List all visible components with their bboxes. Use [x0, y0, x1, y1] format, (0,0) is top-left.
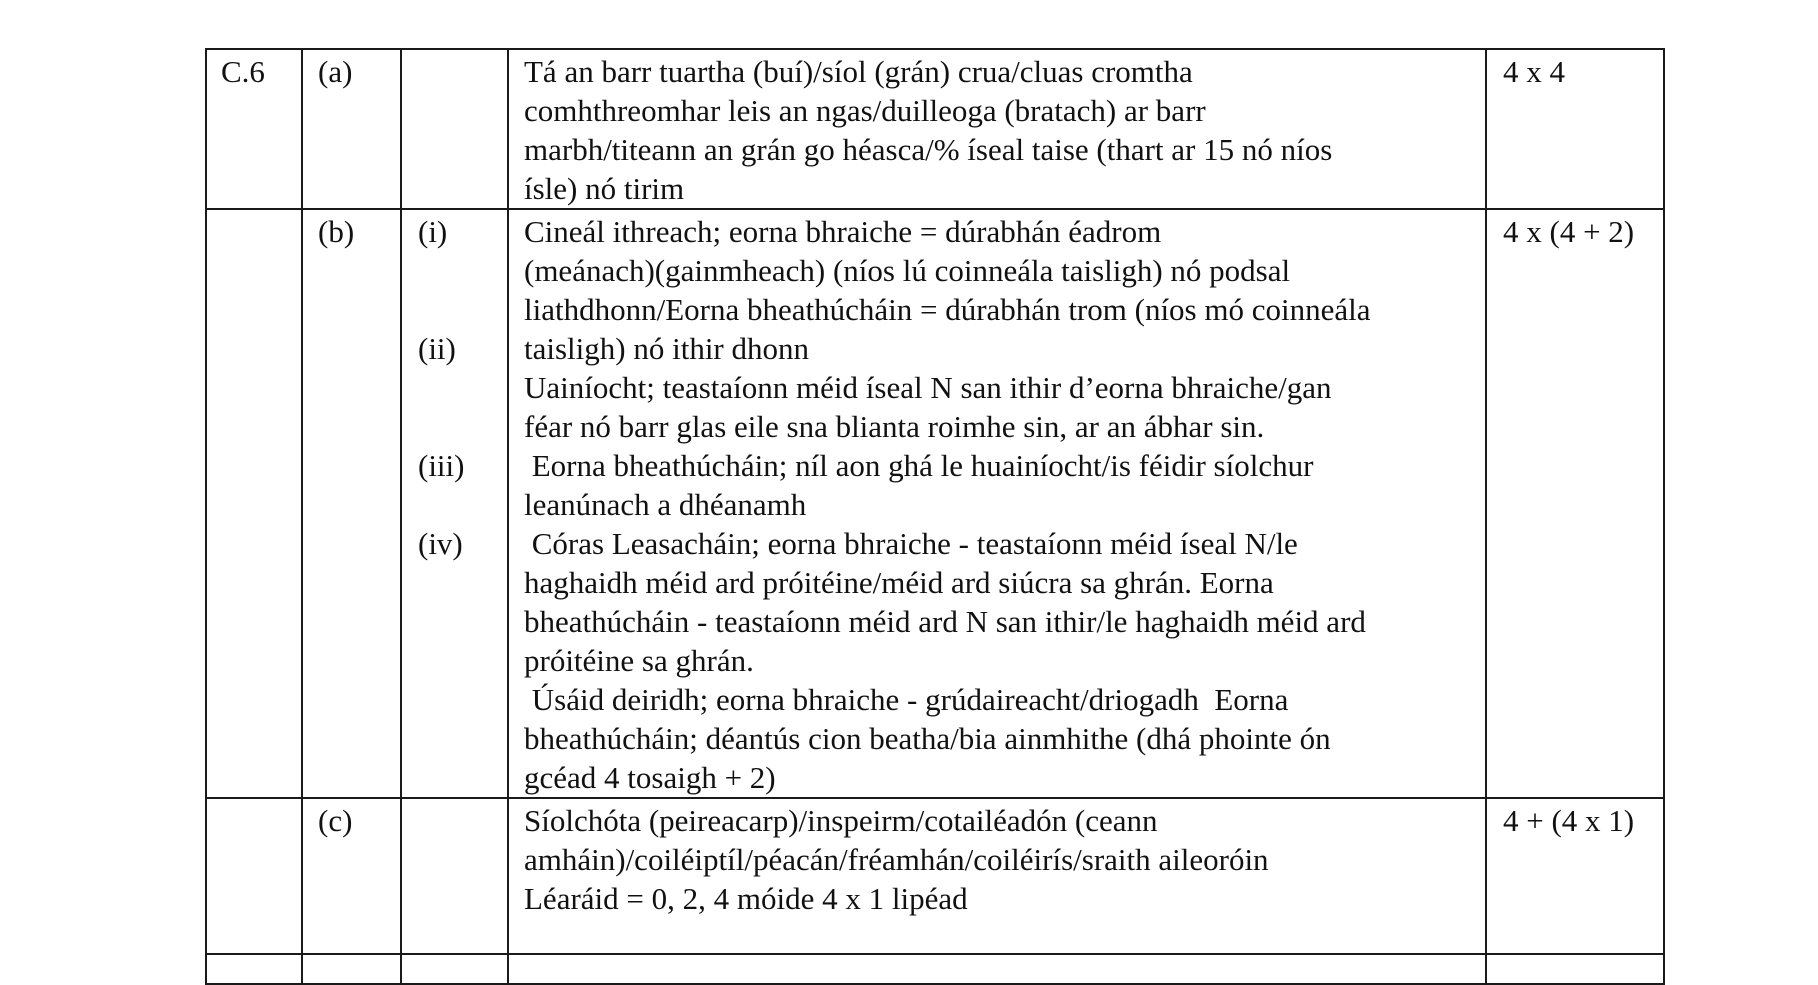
- subpart-label-cell: [401, 49, 508, 209]
- answer-line: Síolchóta (peireacarp)/inspeirm/cotailéadón (ceann: [524, 803, 1158, 838]
- answer-cell: [508, 798, 1486, 954]
- answer-line: comhthreomhar leis an ngas/duilleoga (bratach) ar barr: [524, 93, 1206, 128]
- table-row: [206, 49, 1664, 209]
- answer-line: (meánach)(gainmheach) (níos lú coinneála taisligh) nó podsal: [524, 253, 1291, 288]
- empty-cell: [401, 954, 508, 984]
- answer-line: Cineál ithreach; eorna bhraiche = dúrabhán éadrom: [524, 214, 1162, 249]
- subpart-label: (ii): [418, 331, 456, 366]
- subpart-label: (iv): [418, 526, 463, 561]
- table-row: [206, 209, 1664, 798]
- answer-line: bheathúcháin; déantús cion beatha/bia ainmhithe (dhá phointe ón: [524, 721, 1331, 756]
- subpart-label: [418, 251, 507, 290]
- answer-line: gcéad 4 tosaigh + 2): [524, 760, 776, 795]
- answer-line: féar nó barr glas eile sna blianta roimhe sin, ar an ábhar sin.: [524, 409, 1265, 444]
- subpart-label: [418, 407, 507, 446]
- subpart-label: (i): [418, 214, 448, 249]
- answer-cell: [508, 209, 1486, 798]
- part-label-cell: (c): [302, 798, 401, 954]
- empty-cell: [302, 954, 401, 984]
- marks-cell: 4 + (4 x 1): [1486, 798, 1664, 954]
- question-number-cell: [206, 209, 302, 798]
- answer-line: leanúnach a dhéanamh: [524, 487, 807, 522]
- answer-line: Eorna bheathúcháin; níl aon ghá le huainíocht/is féidir síolchur: [524, 448, 1314, 483]
- marks-cell: 4 x (4 + 2): [1486, 209, 1664, 798]
- answer-cell: [508, 49, 1486, 209]
- answer-line: Uainíocht; teastaíonn méid íseal N san ithir d’eorna bhraiche/gan: [524, 370, 1332, 405]
- table-row-empty: [206, 954, 1664, 984]
- subpart-label-cell: [401, 798, 508, 954]
- answer-line: ísle) nó tirim: [524, 171, 685, 206]
- question-number-cell: C.6: [206, 49, 302, 209]
- answer-line: Léaráid = 0, 2, 4 móide 4 x 1 lipéad: [524, 881, 968, 916]
- empty-cell: [206, 954, 302, 984]
- answer-line: Tá an barr tuartha (buí)/síol (grán) crua/cluas cromtha: [524, 54, 1193, 89]
- question-number-cell: [206, 798, 302, 954]
- answer-line: bheathúcháin - teastaíonn méid ard N san ithir/le haghaidh méid ard: [524, 604, 1366, 639]
- empty-cell: [1486, 954, 1664, 984]
- part-label-cell: (b): [302, 209, 401, 798]
- answer-line: Úsáid deiridh; eorna bhraiche - grúdaireacht/driogadh Eorna: [524, 682, 1289, 717]
- answer-line: taisligh) nó ithir dhonn: [524, 331, 810, 366]
- marking-scheme-table: [205, 48, 1665, 985]
- answer-line: haghaidh méid ard próitéine/méid ard siúcra sa ghrán. Eorna: [524, 565, 1274, 600]
- answer-line: marbh/titeann an grán go héasca/% íseal taise (thart ar 15 nó níos: [524, 132, 1333, 167]
- subpart-label: [418, 368, 507, 407]
- part-label-cell: (a): [302, 49, 401, 209]
- subpart-label: [418, 485, 507, 524]
- answer-line: liathdhonn/Eorna bheathúcháin = dúrabhán trom (níos mó coinneála: [524, 292, 1371, 327]
- answer-line: próitéine sa ghrán.: [524, 643, 754, 678]
- subpart-label: [418, 290, 507, 329]
- empty-cell: [508, 954, 1486, 984]
- table-row: [206, 798, 1664, 954]
- answer-line: amháin)/coiléiptíl/péacán/fréamhán/coiléirís/sraith aileoróin: [524, 842, 1269, 877]
- marks-cell: 4 x 4: [1486, 49, 1664, 209]
- answer-line: Córas Leasacháin; eorna bhraiche - teastaíonn méid íseal N/le: [524, 526, 1298, 561]
- subpart-label-cell: [401, 209, 508, 798]
- subpart-label: (iii): [418, 448, 465, 483]
